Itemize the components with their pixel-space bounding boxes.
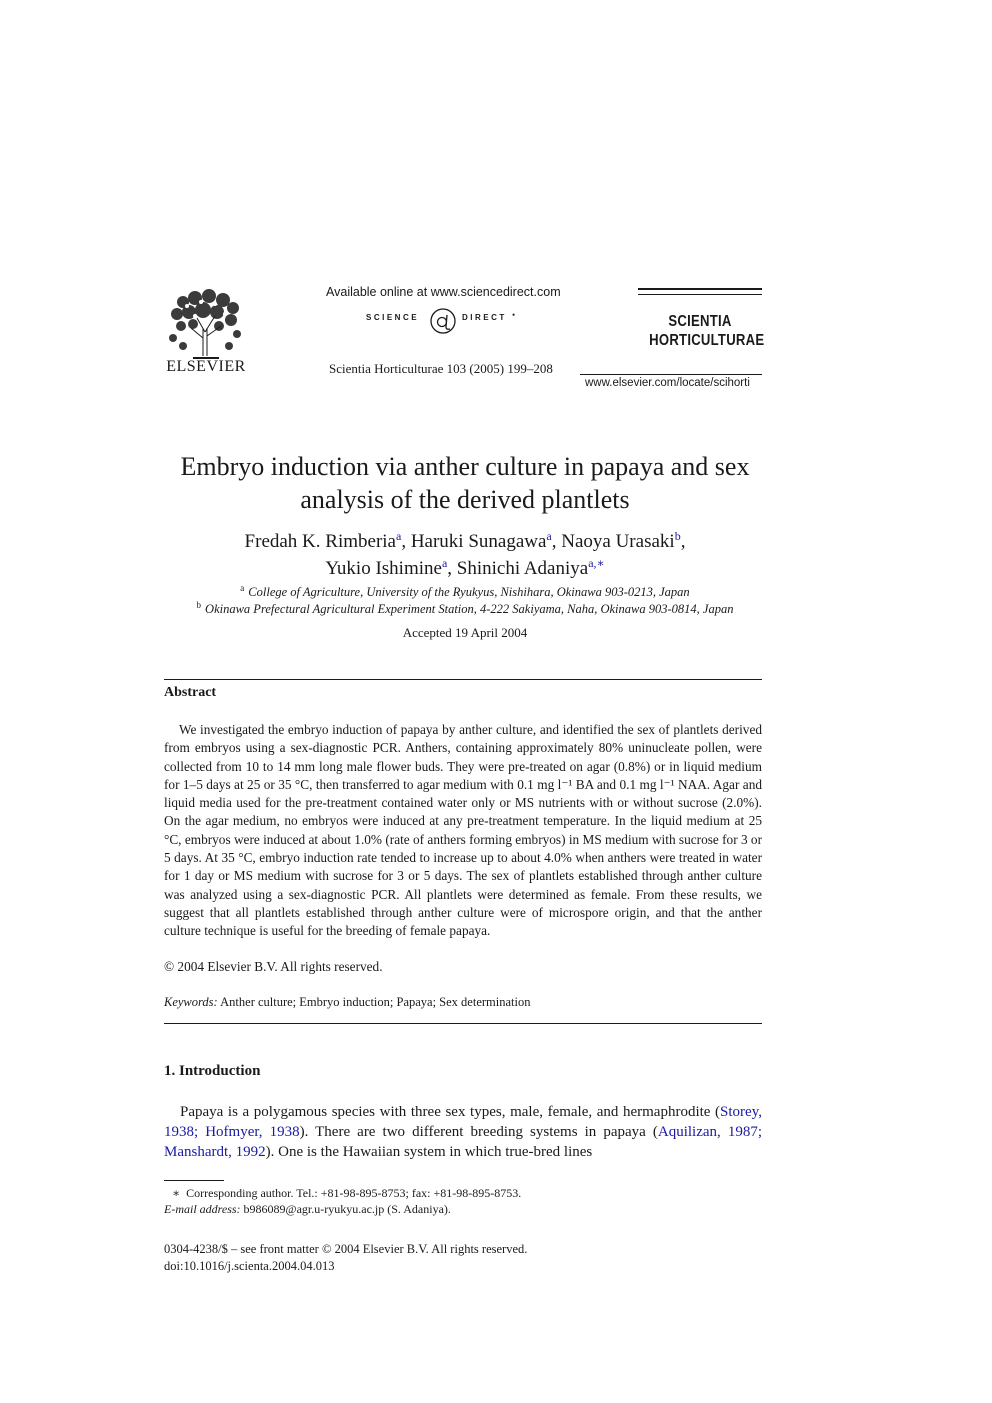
affiliation-marker[interactable]: a [546, 529, 552, 543]
intro-text: Papaya is a polygamous species with three sex types, male, female, and hermaphrodite ( [180, 1104, 721, 1120]
footnote-star: ∗ [172, 1186, 181, 1200]
journal-logo-rule [638, 294, 762, 295]
email-label: E-mail address: [164, 1202, 241, 1216]
abstract-body: We investigated the embryo induction of papaya by anther culture, and identified the sex of plantlets derived from embryos using a sex-diagnostic PCR. Anthers, containing approximately 80% uninucleate pollen, were collected from 10 to 14 mm long male flower buds. They were pre-treated on agar (0.8%) or in liquid medium for 1–5 days at 25 or 35 °C, then transferred to agar medium with 0.1 mg l⁻¹ BA and 0.1 mg l⁻¹ NAA. Agar and liquid media used for the pre-treatment contained water only or MS nutrients with or without sucrose (2.0%). On the agar medium, no embryos were induced at any pre-treatment temperature. In the liquid medium at 25 °C, embryos were induced at about 1.0% (rate of anthers forming embryos) in MS medium with sucrose for 3 or 5 days. At 35 °C, embryo induction rate tended to increase up to about 4.0% when anthers were treated in water for 1 day or MS medium with sucrose for 3 or 5 days. The sex of plantlets established through anther culture was analyzed using a sex-diagnostic PCR. All plantlets were determined as female. From these results, we suggest that all plantlets established through anther culture were of microspore origin, and that the anther culture technique is useful for the breeding of female papaya. [164, 722, 762, 939]
affiliation-marker[interactable]: a [441, 556, 448, 570]
affiliation-marker[interactable]: a,∗ [588, 556, 605, 570]
intro-text: ). One is the Hawaiian system in which true-bred lines [265, 1144, 593, 1160]
author-name: Naoya Urasaki [561, 531, 675, 552]
author-name: Haruki Sunagawa [410, 531, 547, 552]
introduction-paragraph [164, 1102, 762, 1162]
author-list [140, 528, 790, 582]
available-online-text: Available online at www.sciencedirect.com [326, 285, 561, 299]
article-title: Embryo induction via anther culture in papaya and sex analysis of the derived plantlets [180, 452, 750, 514]
author-name: Shinichi Adaniya [456, 558, 589, 579]
affiliation-text: College of Agriculture, University of the Ryukyus, Nishihara, Okinawa 903-0213, Japan [248, 585, 690, 599]
affiliation-label: b [196, 600, 202, 610]
sciencedirect-mark: • [512, 310, 516, 320]
journal-reference: Scientia Horticulturae 103 (2005) 199–208 [329, 361, 553, 376]
affiliation-marker[interactable]: b [674, 529, 681, 543]
sciencedirect-at-icon [428, 305, 458, 335]
abstract-heading: Abstract [164, 685, 217, 700]
journal-url-rule [580, 374, 762, 375]
journal-logo-line1: SCIENTIA [668, 313, 732, 330]
affiliation-text: Okinawa Prefectural Agricultural Experiment Station, 4-222 Sakiyama, Naha, Okinawa 903-0814, Japan [205, 602, 734, 616]
section-heading-introduction: 1. Introduction [164, 1063, 261, 1079]
journal-logo [649, 312, 765, 350]
author-name: Fredah K. Rimberia [244, 531, 396, 552]
email-address[interactable]: b986089@agr.u-ryukyu.ac.jp (S. Adaniya). [243, 1202, 451, 1216]
keywords [164, 995, 530, 1010]
affiliation-label: a [240, 583, 245, 593]
accepted-date: Accepted 19 April 2004 [402, 625, 528, 640]
keywords-label: Keywords: [164, 995, 218, 1009]
sciencedirect-logo-left: SCIENCE [366, 313, 420, 322]
corresponding-author-text: Corresponding author. Tel.: +81-98-895-8753; fax: +81-98-895-8753. [186, 1186, 522, 1200]
intro-text: ). There are two different breeding systems in papaya ( [299, 1124, 658, 1140]
affiliation-b [140, 602, 790, 617]
author-separator: , [447, 558, 457, 579]
author-separator: , [401, 531, 411, 552]
doi-line[interactable]: doi:10.1016/j.scienta.2004.04.013 [164, 1259, 335, 1273]
affiliation-a [140, 585, 790, 600]
abstract-copyright: © 2004 Elsevier B.V. All rights reserved. [164, 959, 383, 974]
author-separator: , [551, 531, 562, 552]
corresponding-author-footnote [164, 1186, 521, 1201]
citation-link[interactable]: Aquilizan, 1987; Manshardt, 1992 [164, 1124, 763, 1160]
citation-link[interactable]: Storey, 1938; Hofmyer, 1938 [164, 1104, 762, 1140]
abstract-bottom-rule [164, 1023, 762, 1024]
elsevier-wordmark: ELSEVIER [166, 358, 246, 375]
journal-logo-line2: HORTICULTURAE [649, 332, 765, 349]
sciencedirect-logo-right: DIRECT [462, 313, 507, 322]
journal-url[interactable]: www.elsevier.com/locate/scihorti [585, 377, 750, 389]
sciencedirect-logo [366, 305, 526, 335]
author-name: Yukio Ishimine [325, 558, 442, 579]
keywords-text: Anther culture; Embryo induction; Papaya; Sex determination [220, 995, 531, 1009]
author-separator: , [680, 531, 686, 552]
affiliation-marker[interactable]: a [395, 529, 402, 543]
footnote-rule [164, 1180, 224, 1181]
email-footnote [164, 1202, 451, 1217]
journal-logo-rule [638, 288, 762, 290]
issn-line: 0304-4238/$ – see front matter © 2004 Elsevier B.V. All rights reserved. [164, 1242, 528, 1256]
abstract-top-rule [164, 679, 762, 680]
